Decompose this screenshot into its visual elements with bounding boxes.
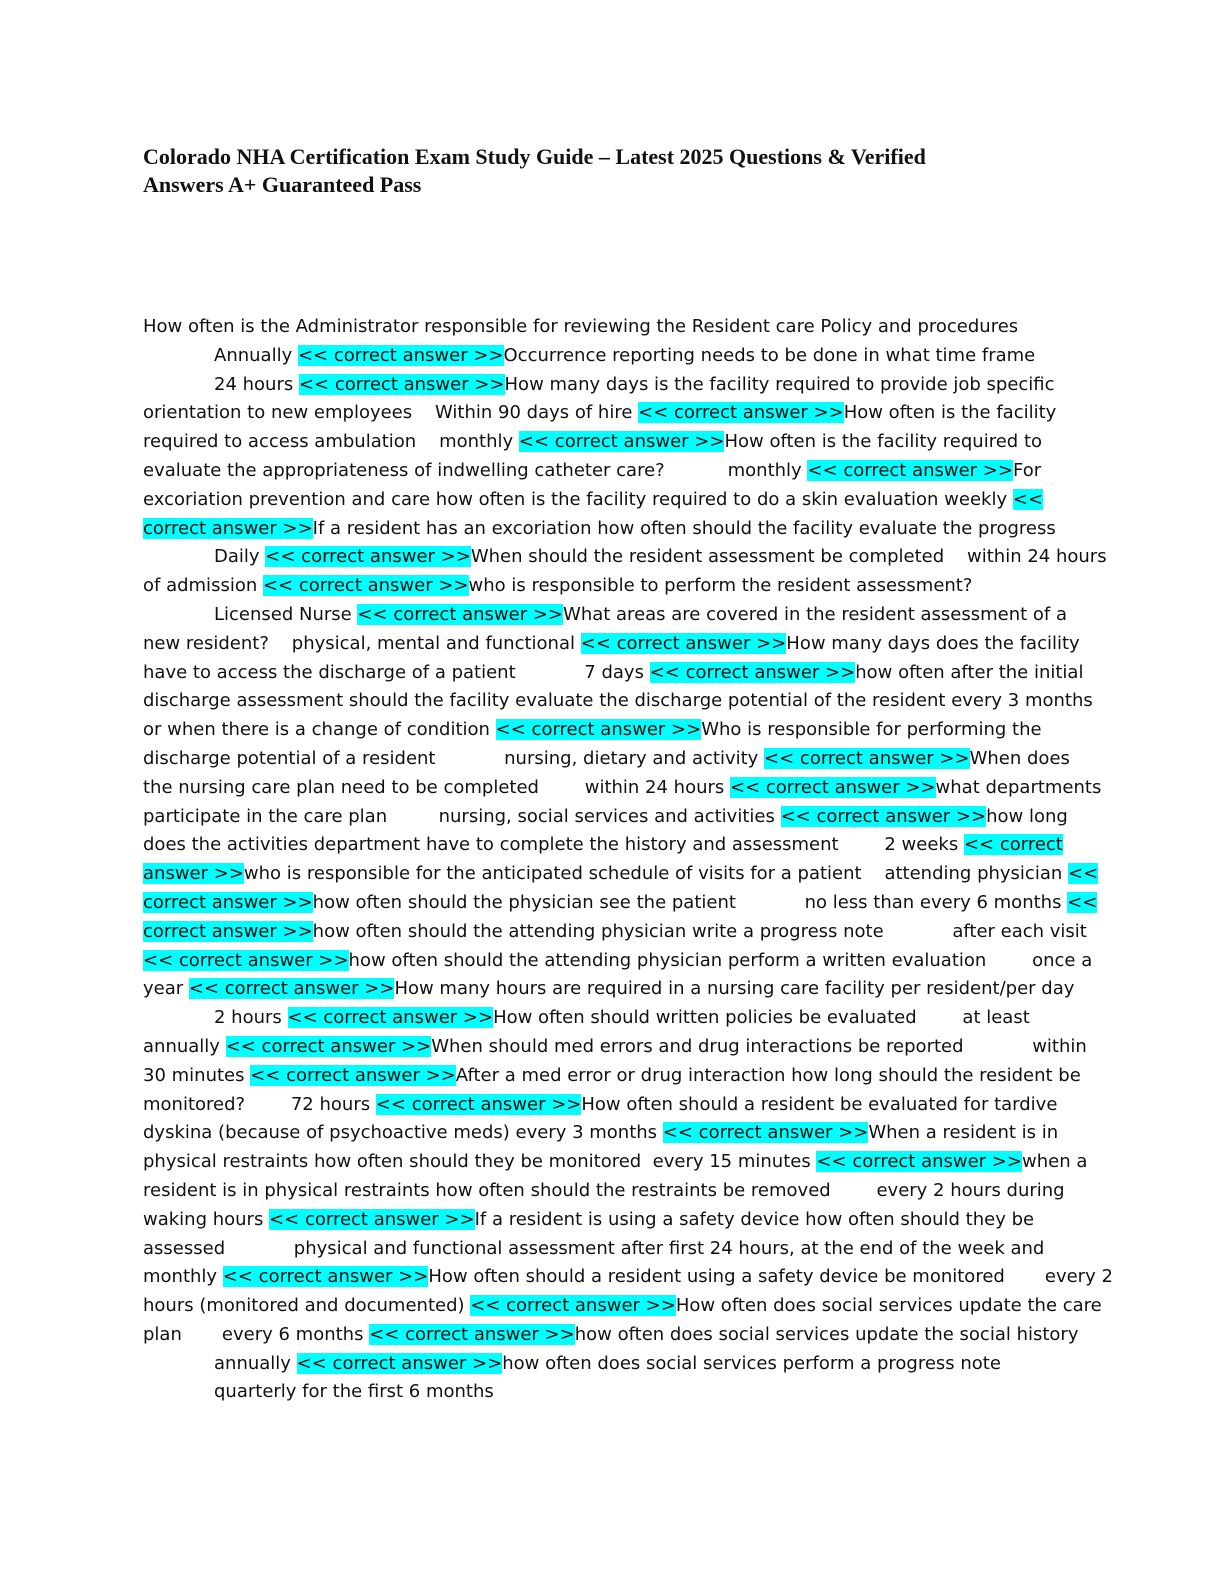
text-segment: plan every 6 months bbox=[143, 1323, 370, 1345]
text-segment: Licensed Nurse bbox=[214, 603, 358, 625]
text-segment: 30 minutes bbox=[143, 1064, 251, 1086]
correct-answer-marker: << correct answer >> bbox=[222, 1266, 429, 1288]
text-line bbox=[143, 1062, 1081, 1091]
text-line bbox=[143, 774, 1102, 803]
correct-answer-marker: << correct answer >> bbox=[269, 1208, 475, 1230]
text-line bbox=[143, 975, 1073, 1004]
correct-answer-marker: << correct answer >> bbox=[357, 603, 564, 625]
text-segment: or when there is a change of condition bbox=[143, 719, 496, 741]
text-segment: dyskina (because of psychoactive meds) every 3 months bbox=[143, 1122, 663, 1144]
text-segment: 24 hours bbox=[214, 373, 299, 395]
text-segment: 2 hours bbox=[214, 1007, 288, 1029]
text-line bbox=[143, 918, 1087, 947]
text-segment: how often should the physician see the patient no less than every 6 months bbox=[312, 891, 1068, 913]
text-line bbox=[143, 630, 1080, 659]
text-line bbox=[143, 1350, 1073, 1379]
text-segment: Occurrence reporting needs to be done in what time frame bbox=[503, 344, 1036, 366]
text-segment: How many days does the facility bbox=[786, 632, 1080, 654]
text-line bbox=[143, 601, 1073, 630]
text-segment: assessed physical and functional assessment after first 24 hours, at the end of the week and bbox=[143, 1237, 1045, 1259]
text-line bbox=[143, 572, 1073, 601]
correct-answer-marker: << correct answer >> bbox=[298, 373, 505, 395]
text-segment: evaluate the appropriateness of indwelling catheter care? monthly bbox=[143, 459, 808, 481]
text-segment: participate in the care plan nursing, social services and activities bbox=[143, 805, 781, 827]
text-segment: How often is the Administrator responsible for reviewing the Resident care Policy and procedures bbox=[143, 316, 1019, 337]
correct-answer-marker: << correct answer >> bbox=[730, 776, 936, 798]
correct-answer-marker: correct answer >> bbox=[143, 517, 313, 539]
text-segment: When does bbox=[969, 747, 1070, 769]
correct-answer-marker: << correct answer >> bbox=[649, 661, 856, 683]
text-segment: How often should a resident using a safety device be monitored every 2 bbox=[428, 1266, 1113, 1288]
text-line bbox=[143, 1033, 1087, 1062]
text-segment: When should the resident assessment be completed within 24 hours bbox=[470, 546, 1107, 568]
text-segment: How many hours are required in a nursing care facility per resident/per day bbox=[394, 978, 1075, 1000]
text-segment: How often is the facility bbox=[843, 402, 1057, 424]
correct-answer-marker: << correct answer >> bbox=[287, 1007, 494, 1029]
text-line bbox=[143, 313, 1073, 342]
text-segment: how often does social services perform a progress note bbox=[502, 1352, 1001, 1374]
text-line bbox=[143, 803, 1073, 832]
correct-answer-marker: << correct answer >> bbox=[638, 402, 844, 424]
text-segment: After a med error or drug interaction how long should the resident be bbox=[455, 1064, 1081, 1086]
text-segment: the nursing care plan need to be completed within 24 hours bbox=[143, 776, 730, 798]
text-line bbox=[143, 515, 1073, 544]
text-segment: new resident? physical, mental and functional bbox=[143, 632, 581, 654]
text-segment: discharge assessment should the facility evaluate the discharge potential of the resident every 3 months bbox=[143, 690, 1093, 712]
text-line bbox=[143, 1292, 1102, 1321]
text-line bbox=[143, 543, 1107, 572]
correct-answer-marker: << bbox=[1067, 891, 1098, 913]
document-body bbox=[143, 313, 1113, 1407]
text-segment: Who is responsible for performing the bbox=[701, 719, 1042, 741]
correct-answer-marker: << correct answer >> bbox=[262, 575, 469, 597]
text-line bbox=[143, 1004, 1073, 1033]
text-line bbox=[143, 1091, 1073, 1120]
text-segment: how often does social services update the social history bbox=[574, 1323, 1079, 1345]
text-line bbox=[143, 1378, 1073, 1407]
text-segment: If a resident is using a safety device how often should they be bbox=[474, 1208, 1035, 1230]
text-segment: have to access the discharge of a patient 7 days bbox=[143, 661, 650, 683]
text-segment: excoriation prevention and care how often is the facility required to do a skin evaluation weekly bbox=[143, 488, 1013, 510]
document-title bbox=[143, 143, 1103, 199]
text-segment: When should med errors and drug interactions be reported within bbox=[431, 1035, 1087, 1057]
text-segment: how often should the attending physician write a progress note after each visit bbox=[312, 920, 1087, 942]
text-segment: orientation to new employees Within 90 days of hire bbox=[143, 402, 639, 424]
correct-answer-marker: << correct answer >> bbox=[250, 1064, 456, 1086]
text-line bbox=[143, 659, 1084, 688]
text-segment: If a resident has an excoriation how often should the facility evaluate the progress bbox=[312, 517, 1056, 539]
text-segment: required to access ambulation monthly bbox=[143, 431, 519, 453]
text-line bbox=[143, 1148, 1088, 1177]
text-segment: of admission bbox=[143, 575, 263, 597]
text-segment: How often should a resident be evaluated for tardive bbox=[581, 1093, 1058, 1115]
text-segment: monthly bbox=[143, 1266, 223, 1288]
text-segment: What areas are covered in the resident assessment of a bbox=[563, 603, 1068, 625]
correct-answer-marker: << correct answer >> bbox=[764, 747, 970, 769]
text-segment: physical restraints how often should they be monitored every 15 minutes bbox=[143, 1151, 817, 1173]
text-segment: how long bbox=[986, 805, 1068, 827]
text-line bbox=[143, 1177, 1073, 1206]
text-line bbox=[143, 486, 1073, 515]
correct-answer-marker: << correct answer >> bbox=[265, 546, 471, 568]
text-line bbox=[143, 831, 1073, 860]
text-segment: Annually bbox=[214, 344, 298, 366]
correct-answer-marker: << correct answer >> bbox=[369, 1323, 575, 1345]
text-line bbox=[143, 947, 1093, 976]
text-line bbox=[143, 745, 1073, 774]
text-segment: how often after the initial bbox=[855, 661, 1084, 683]
title-line-1: Colorado NHA Certification Exam Study Guide – Latest 2025 Questions & Verified bbox=[143, 144, 926, 169]
text-line bbox=[143, 716, 1073, 745]
text-segment: How many days is the facility required to provide job specific bbox=[504, 373, 1055, 395]
correct-answer-marker: << correct answer >> bbox=[662, 1122, 869, 1144]
text-segment: when a bbox=[1021, 1151, 1088, 1173]
correct-answer-marker: << correct answer >> bbox=[807, 459, 1013, 481]
text-segment: how often should the attending physician perform a written evaluation once a bbox=[348, 949, 1093, 971]
correct-answer-marker: << correct bbox=[963, 834, 1063, 856]
correct-answer-marker: << correct answer >> bbox=[470, 1295, 676, 1317]
title-line-2: Answers A+ Guaranteed Pass bbox=[143, 172, 422, 197]
text-segment: For bbox=[1012, 459, 1042, 481]
correct-answer-marker: << correct answer >> bbox=[188, 978, 395, 1000]
text-segment: quarterly for the first 6 months bbox=[214, 1381, 494, 1403]
text-segment: who is responsible to perform the resident assessment? bbox=[468, 575, 973, 597]
correct-answer-marker: << correct answer >> bbox=[225, 1035, 432, 1057]
correct-answer-marker: << correct answer >> bbox=[297, 344, 504, 366]
text-segment: waking hours bbox=[143, 1208, 270, 1230]
correct-answer-marker: << bbox=[1068, 863, 1099, 885]
correct-answer-marker: << correct answer >> bbox=[780, 805, 987, 827]
text-segment: discharge potential of a resident nursing, dietary and activity bbox=[143, 747, 765, 769]
text-segment: Daily bbox=[214, 546, 266, 568]
correct-answer-marker: << correct answer >> bbox=[143, 949, 349, 971]
correct-answer-marker: correct answer >> bbox=[143, 891, 313, 913]
text-segment: what departments bbox=[935, 776, 1102, 798]
correct-answer-marker: << correct answer >> bbox=[816, 1151, 1022, 1173]
correct-answer-marker: << correct answer >> bbox=[580, 632, 787, 654]
text-line bbox=[143, 428, 1073, 457]
text-segment: When a resident is in bbox=[868, 1122, 1059, 1144]
correct-answer-marker: << correct answer >> bbox=[375, 1093, 582, 1115]
text-segment: How often should written policies be evaluated at least bbox=[493, 1007, 1030, 1029]
text-line bbox=[143, 399, 1073, 428]
text-line bbox=[143, 1206, 1073, 1235]
text-segment: does the activities department have to complete the history and assessment 2 weeks bbox=[143, 834, 964, 856]
correct-answer-marker: << bbox=[1012, 488, 1044, 510]
text-segment: who is responsible for the anticipated schedule of visits for a patient attending physician bbox=[243, 863, 1068, 885]
text-segment: monitored? 72 hours bbox=[143, 1093, 376, 1115]
text-line bbox=[143, 371, 1073, 400]
text-segment: How often is the facility required to bbox=[724, 431, 1043, 453]
text-line bbox=[143, 1119, 1073, 1148]
correct-answer-marker: answer >> bbox=[143, 863, 244, 885]
correct-answer-marker: correct answer >> bbox=[143, 920, 313, 942]
correct-answer-marker: << correct answer >> bbox=[495, 719, 702, 741]
correct-answer-marker: << correct answer >> bbox=[518, 431, 725, 453]
text-line bbox=[143, 1321, 1079, 1350]
text-segment: annually bbox=[143, 1035, 226, 1057]
text-segment: year bbox=[143, 978, 189, 1000]
text-line bbox=[143, 1235, 1073, 1264]
text-segment: How often does social services update the care bbox=[675, 1295, 1102, 1317]
text-segment: hours (monitored and documented) bbox=[143, 1295, 471, 1317]
text-line bbox=[143, 860, 1099, 889]
text-line bbox=[143, 889, 1098, 918]
text-line bbox=[143, 687, 1093, 716]
text-line bbox=[143, 457, 1073, 486]
correct-answer-marker: << correct answer >> bbox=[296, 1352, 503, 1374]
text-segment: resident is in physical restraints how often should the restraints be removed every 2 hours during bbox=[143, 1179, 1065, 1201]
text-line bbox=[143, 1263, 1113, 1292]
text-segment: annually bbox=[214, 1352, 297, 1374]
text-line bbox=[143, 342, 1073, 371]
